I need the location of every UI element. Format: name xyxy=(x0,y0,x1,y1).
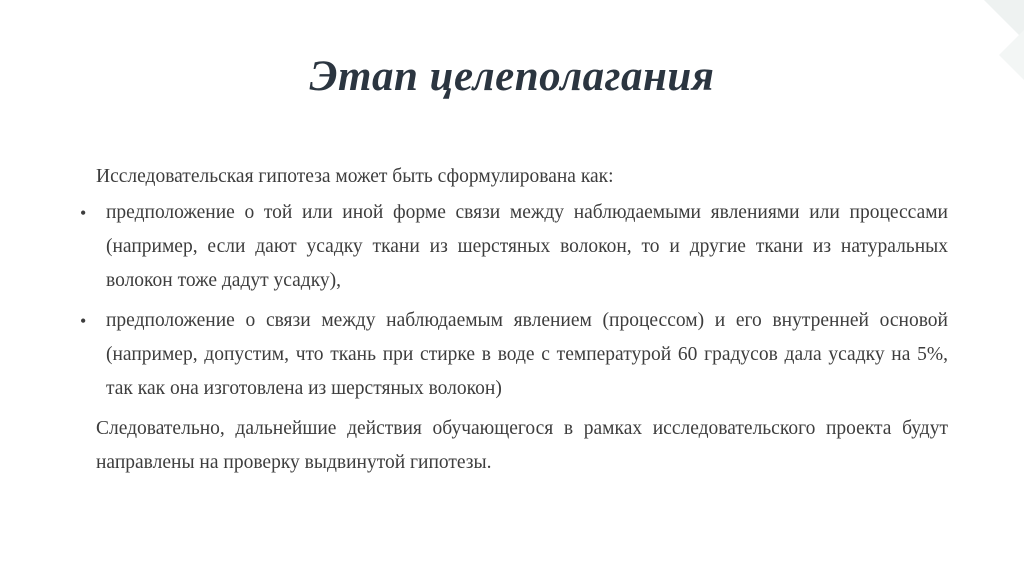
bullet-icon: • xyxy=(80,311,87,331)
slide-title: Этап целеполагания xyxy=(309,53,715,100)
intro-text: Исследовательская гипотеза может быть сформулирована как: xyxy=(96,166,614,187)
list-item xyxy=(80,196,948,298)
hypothesis-list xyxy=(80,196,948,406)
list-item-text: предположение о той или иной форме связи между наблюдаемыми явлениями или процессами (например, если дают усадку ткани из шерстяных волокон, то и другие ткани из натуральных волокон тоже дадут усадку), xyxy=(106,202,948,291)
bullet-icon: • xyxy=(80,203,87,223)
slide-body xyxy=(80,160,948,480)
conclusion-text: Следовательно, дальнейшие действия обучающегося в рамках исследовательского проекта будут направлены на проверку выдвинутой гипотезы. xyxy=(96,418,948,473)
list-item xyxy=(80,304,948,406)
list-item-text: предположение о связи между наблюдаемым явлением (процессом) и его внутренней основой (например, допустим, что ткань при стирке в воде с температурой 60 градусов дала усадку на 5%, так как она изготовлена из шерстяных волокон) xyxy=(106,310,948,399)
